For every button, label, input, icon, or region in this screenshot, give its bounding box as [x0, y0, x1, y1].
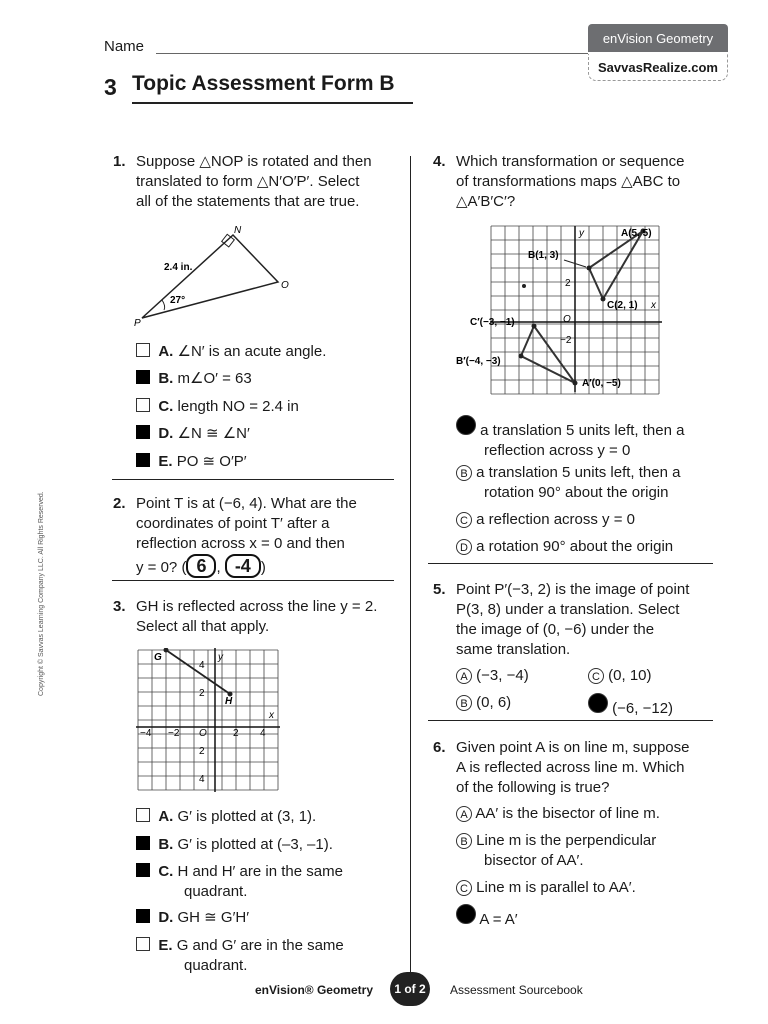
q3-option-d[interactable]: D. GH ≅ G′H′ [136, 908, 249, 928]
point-b-label: B(1, 3) [528, 250, 559, 261]
q3-number: 3. [113, 598, 126, 615]
brand-badge: enVision Geometry [588, 24, 728, 52]
q3-option-b[interactable]: B. G′ is plotted at (–3, –1). [136, 835, 333, 855]
q2-text: Point T is at (−6, 4). What are the coordinates of point T′ after a reflection across x = 0 and then y = 0? ( 6 , -4 ) [136, 495, 357, 576]
copyright-text: Copyright © Savvas Learning Company LLC. All Rights Reserved. [38, 491, 45, 696]
origin-label: O [199, 728, 207, 739]
q4-option-d[interactable]: D a rotation 90° about the origin [456, 537, 673, 557]
side-length-label: 2.4 in. [164, 262, 193, 273]
answer-bubble: C [456, 512, 472, 528]
site-label: SavvasRealize.com [588, 54, 728, 81]
q1-option-a[interactable]: A. ∠N′ is an acute angle. [136, 342, 326, 362]
footer-book: Assessment Sourcebook [450, 983, 583, 997]
q5-option-d[interactable]: (−6, −12) [588, 693, 673, 719]
checkbox [136, 343, 150, 357]
point-c-label: C(2, 1) [607, 300, 638, 311]
q6-number: 6. [433, 739, 446, 756]
answer-bubble: B [456, 695, 472, 711]
vertex-o-label: O [281, 280, 289, 291]
tick-label: 4 [199, 660, 205, 671]
triangle-figure [130, 218, 300, 330]
answer-bubble: B [456, 465, 472, 481]
q6-option-d[interactable]: A = A′ [456, 904, 518, 930]
footer-brand: enVision® Geometry [255, 983, 373, 997]
q4-option-c[interactable]: C a reflection across y = 0 [456, 510, 635, 530]
checkbox [136, 909, 150, 923]
q1-option-c[interactable]: C. length NO = 2.4 in [136, 397, 299, 417]
q5-option-b[interactable]: B (0, 6) [456, 693, 511, 713]
tick-label: 4 [199, 774, 205, 785]
separator [428, 720, 713, 721]
q3-option-e[interactable]: E. G and G′ are in the same quadrant. [136, 936, 344, 976]
point-g-label: G [154, 652, 162, 663]
q1-option-b[interactable]: B. m∠O′ = 63 [136, 369, 252, 389]
page-title: Topic Assessment Form B [132, 72, 395, 95]
origin-label: O [563, 314, 571, 325]
point-a-prime-label: A′(0, −5) [582, 378, 621, 389]
answer-bubble: B [456, 833, 472, 849]
angle-label: 27° [170, 295, 186, 306]
q3-text: GH is reflected across the line y = 2. Select all that apply. [136, 598, 378, 635]
q5-option-c[interactable]: C (0, 10) [588, 666, 652, 686]
tick-label: −2 [560, 335, 572, 346]
title-rule [132, 102, 413, 104]
tick-label: −2 [168, 728, 180, 739]
q1-number: 1. [113, 153, 126, 170]
separator [112, 580, 394, 581]
separator [428, 563, 713, 564]
answer-y-field[interactable]: -4 [225, 554, 261, 578]
separator [112, 479, 394, 480]
answer-bubble [456, 904, 476, 924]
tick-label: 2 [233, 728, 239, 739]
point-a-label: A(5, 5) [621, 228, 652, 239]
q1-text: Suppose △NOP is rotated and then translated to form △N′O′P′. Select all of the statements that are true. [136, 153, 372, 210]
checkbox [136, 937, 150, 951]
q3-option-c[interactable]: C. H and H′ are in the same quadrant. [136, 862, 343, 902]
point-h-label: H [225, 696, 233, 707]
q6-option-a[interactable]: A AA′ is the bisector of line m. [456, 804, 660, 824]
checkbox [136, 836, 150, 850]
answer-bubble: A [456, 806, 472, 822]
answer-bubble [456, 415, 476, 435]
checkbox [136, 808, 150, 822]
tick-label: 2 [199, 688, 205, 699]
name-line[interactable] [156, 53, 588, 54]
q5-text: Point P′(−3, 2) is the image of point P(3, 8) under a translation. Select the image of (0, −6) under the same translation. [456, 581, 690, 658]
q1-option-e[interactable]: E. PO ≅ O′P′ [136, 452, 247, 472]
q4-text: Which transformation or sequence of transformations maps △ABC to △A′B′C′? [456, 153, 685, 210]
answer-bubble: C [588, 668, 604, 684]
checkbox [136, 425, 150, 439]
answer-x-field[interactable]: 6 [186, 554, 216, 578]
answer-bubble: D [456, 539, 472, 555]
y-axis-label: y [579, 228, 584, 239]
x-axis-label: x [651, 300, 656, 311]
q1-option-d[interactable]: D. ∠N ≅ ∠N′ [136, 424, 250, 444]
y-axis-label: y [218, 652, 223, 663]
answer-bubble: C [456, 880, 472, 896]
name-label: Name [104, 38, 145, 55]
q5-option-a[interactable]: A (−3, −4) [456, 666, 529, 686]
answer-bubble: A [456, 668, 472, 684]
checkbox [136, 453, 150, 467]
vertex-n-label: N [234, 225, 242, 236]
q3-graph [136, 648, 282, 794]
q4-option-a[interactable]: a translation 5 units left, then a reflection across y = 0 [456, 415, 684, 461]
tick-label: −4 [140, 728, 152, 739]
q3-option-a[interactable]: A. G′ is plotted at (3, 1). [136, 807, 316, 827]
tick-label: 2 [199, 746, 205, 757]
column-divider [410, 156, 411, 976]
x-axis-label: x [269, 710, 274, 721]
q6-text: Given point A is on line m, suppose A is reflected across line m. Which of the following is true? [456, 739, 690, 796]
checkbox [136, 370, 150, 384]
page-number: 1 of 2 [390, 972, 430, 1006]
point-c-prime-label: C′(−3, −1) [470, 317, 515, 328]
q4-option-b[interactable]: B a translation 5 units left, then a rotation 90° about the origin [456, 463, 680, 503]
q4-graph [452, 222, 672, 402]
q6-option-b[interactable]: B Line m is the perpendicular bisector of AA′. [456, 831, 656, 871]
tick-label: 2 [565, 278, 571, 289]
answer-bubble [588, 693, 608, 713]
topic-number: 3 [104, 74, 117, 100]
point-b-prime-label: B′(−4, −3) [456, 356, 501, 367]
q6-option-c[interactable]: C Line m is parallel to AA′. [456, 878, 636, 898]
checkbox [136, 863, 150, 877]
q5-number: 5. [433, 581, 446, 598]
q2-number: 2. [113, 495, 126, 512]
tick-label: 4 [260, 728, 266, 739]
q4-number: 4. [433, 153, 446, 170]
vertex-p-label: P [134, 318, 141, 329]
checkbox [136, 398, 150, 412]
